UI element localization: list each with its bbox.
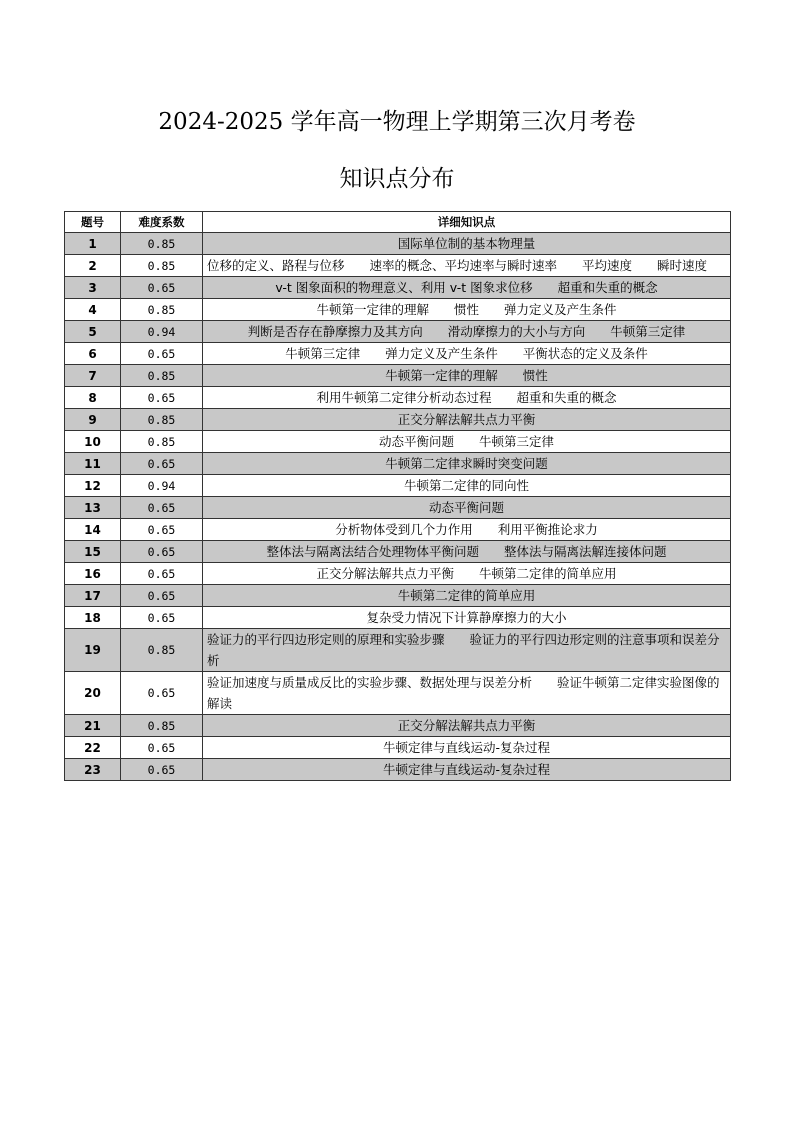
difficulty-value: 0.94 <box>121 475 203 497</box>
knowledge-points: 动态平衡问题 牛顿第三定律 <box>203 431 731 453</box>
table-row <box>65 497 731 519</box>
difficulty-value: 0.65 <box>121 672 203 715</box>
question-number: 6 <box>65 343 121 365</box>
knowledge-table <box>64 211 731 781</box>
table-row <box>65 759 731 781</box>
difficulty-value: 0.85 <box>121 409 203 431</box>
table-row <box>65 255 731 277</box>
table-row <box>65 541 731 563</box>
difficulty-value: 0.65 <box>121 737 203 759</box>
knowledge-points: v-t 图象面积的物理意义、利用 v-t 图象求位移 超重和失重的概念 <box>203 277 731 299</box>
knowledge-points: 验证力的平行四边形定则的原理和实验步骤 验证力的平行四边形定则的注意事项和误差分析 <box>203 629 731 672</box>
difficulty-value: 0.94 <box>121 321 203 343</box>
knowledge-points: 牛顿第二定律的同向性 <box>203 475 731 497</box>
question-number: 21 <box>65 715 121 737</box>
question-number: 1 <box>65 233 121 255</box>
difficulty-value: 0.85 <box>121 299 203 321</box>
question-number: 10 <box>65 431 121 453</box>
difficulty-value: 0.65 <box>121 453 203 475</box>
knowledge-points: 判断是否存在静摩擦力及其方向 滑动摩擦力的大小与方向 牛顿第三定律 <box>203 321 731 343</box>
question-number: 19 <box>65 629 121 672</box>
table-row <box>65 715 731 737</box>
table-row <box>65 672 731 715</box>
knowledge-points: 利用牛顿第二定律分析动态过程 超重和失重的概念 <box>203 387 731 409</box>
table-row <box>65 629 731 672</box>
table-row <box>65 277 731 299</box>
knowledge-points: 国际单位制的基本物理量 <box>203 233 731 255</box>
table-row <box>65 585 731 607</box>
table-row <box>65 365 731 387</box>
question-number: 2 <box>65 255 121 277</box>
knowledge-points: 牛顿定律与直线运动-复杂过程 <box>203 759 731 781</box>
table-row <box>65 299 731 321</box>
question-number: 3 <box>65 277 121 299</box>
knowledge-points: 牛顿第一定律的理解 惯性 <box>203 365 731 387</box>
question-number: 17 <box>65 585 121 607</box>
table-row <box>65 321 731 343</box>
knowledge-points: 位移的定义、路程与位移 速率的概念、平均速率与瞬时速率 平均速度 瞬时速度 <box>203 255 731 277</box>
knowledge-points: 正交分解法解共点力平衡 牛顿第二定律的简单应用 <box>203 563 731 585</box>
question-number: 22 <box>65 737 121 759</box>
question-number: 18 <box>65 607 121 629</box>
table-row <box>65 607 731 629</box>
table-row <box>65 519 731 541</box>
table-body <box>65 233 731 781</box>
question-number: 14 <box>65 519 121 541</box>
knowledge-points: 动态平衡问题 <box>203 497 731 519</box>
page-title: 2024-2025 学年高一物理上学期第三次月考卷 <box>158 109 636 135</box>
difficulty-value: 0.85 <box>121 255 203 277</box>
difficulty-value: 0.65 <box>121 607 203 629</box>
question-number: 8 <box>65 387 121 409</box>
knowledge-points: 正交分解法解共点力平衡 <box>203 715 731 737</box>
table-row <box>65 409 731 431</box>
difficulty-value: 0.65 <box>121 497 203 519</box>
knowledge-points: 正交分解法解共点力平衡 <box>203 409 731 431</box>
difficulty-value: 0.65 <box>121 277 203 299</box>
knowledge-points: 分析物体受到几个力作用 利用平衡推论求力 <box>203 519 731 541</box>
knowledge-points: 验证加速度与质量成反比的实验步骤、数据处理与误差分析 验证牛顿第二定律实验图像的解读 <box>203 672 731 715</box>
question-number: 5 <box>65 321 121 343</box>
header-difficulty: 难度系数 <box>121 212 203 233</box>
table-row <box>65 737 731 759</box>
difficulty-value: 0.85 <box>121 715 203 737</box>
header-question-number: 题号 <box>65 212 121 233</box>
difficulty-value: 0.65 <box>121 585 203 607</box>
question-number: 16 <box>65 563 121 585</box>
difficulty-value: 0.65 <box>121 541 203 563</box>
knowledge-points: 牛顿第二定律的简单应用 <box>203 585 731 607</box>
header-knowledge-points: 详细知识点 <box>203 212 731 233</box>
difficulty-value: 0.65 <box>121 343 203 365</box>
page-subtitle: 知识点分布 <box>339 166 455 192</box>
difficulty-value: 0.65 <box>121 519 203 541</box>
difficulty-value: 0.85 <box>121 233 203 255</box>
knowledge-points: 牛顿第二定律求瞬时突变问题 <box>203 453 731 475</box>
question-number: 20 <box>65 672 121 715</box>
table-row <box>65 387 731 409</box>
knowledge-points: 牛顿定律与直线运动-复杂过程 <box>203 737 731 759</box>
question-number: 12 <box>65 475 121 497</box>
difficulty-value: 0.85 <box>121 629 203 672</box>
question-number: 23 <box>65 759 121 781</box>
question-number: 9 <box>65 409 121 431</box>
knowledge-points: 复杂受力情况下计算静摩擦力的大小 <box>203 607 731 629</box>
question-number: 7 <box>65 365 121 387</box>
difficulty-value: 0.65 <box>121 563 203 585</box>
question-number: 13 <box>65 497 121 519</box>
difficulty-value: 0.65 <box>121 387 203 409</box>
difficulty-value: 0.85 <box>121 365 203 387</box>
table-row <box>65 453 731 475</box>
knowledge-points: 整体法与隔离法结合处理物体平衡问题 整体法与隔离法解连接体问题 <box>203 541 731 563</box>
table-header-row <box>65 212 731 233</box>
knowledge-points: 牛顿第三定律 弹力定义及产生条件 平衡状态的定义及条件 <box>203 343 731 365</box>
table-row <box>65 431 731 453</box>
knowledge-points: 牛顿第一定律的理解 惯性 弹力定义及产生条件 <box>203 299 731 321</box>
table-row <box>65 475 731 497</box>
table-row <box>65 343 731 365</box>
question-number: 15 <box>65 541 121 563</box>
table-row <box>65 563 731 585</box>
question-number: 4 <box>65 299 121 321</box>
difficulty-value: 0.65 <box>121 759 203 781</box>
table-row <box>65 233 731 255</box>
difficulty-value: 0.85 <box>121 431 203 453</box>
question-number: 11 <box>65 453 121 475</box>
